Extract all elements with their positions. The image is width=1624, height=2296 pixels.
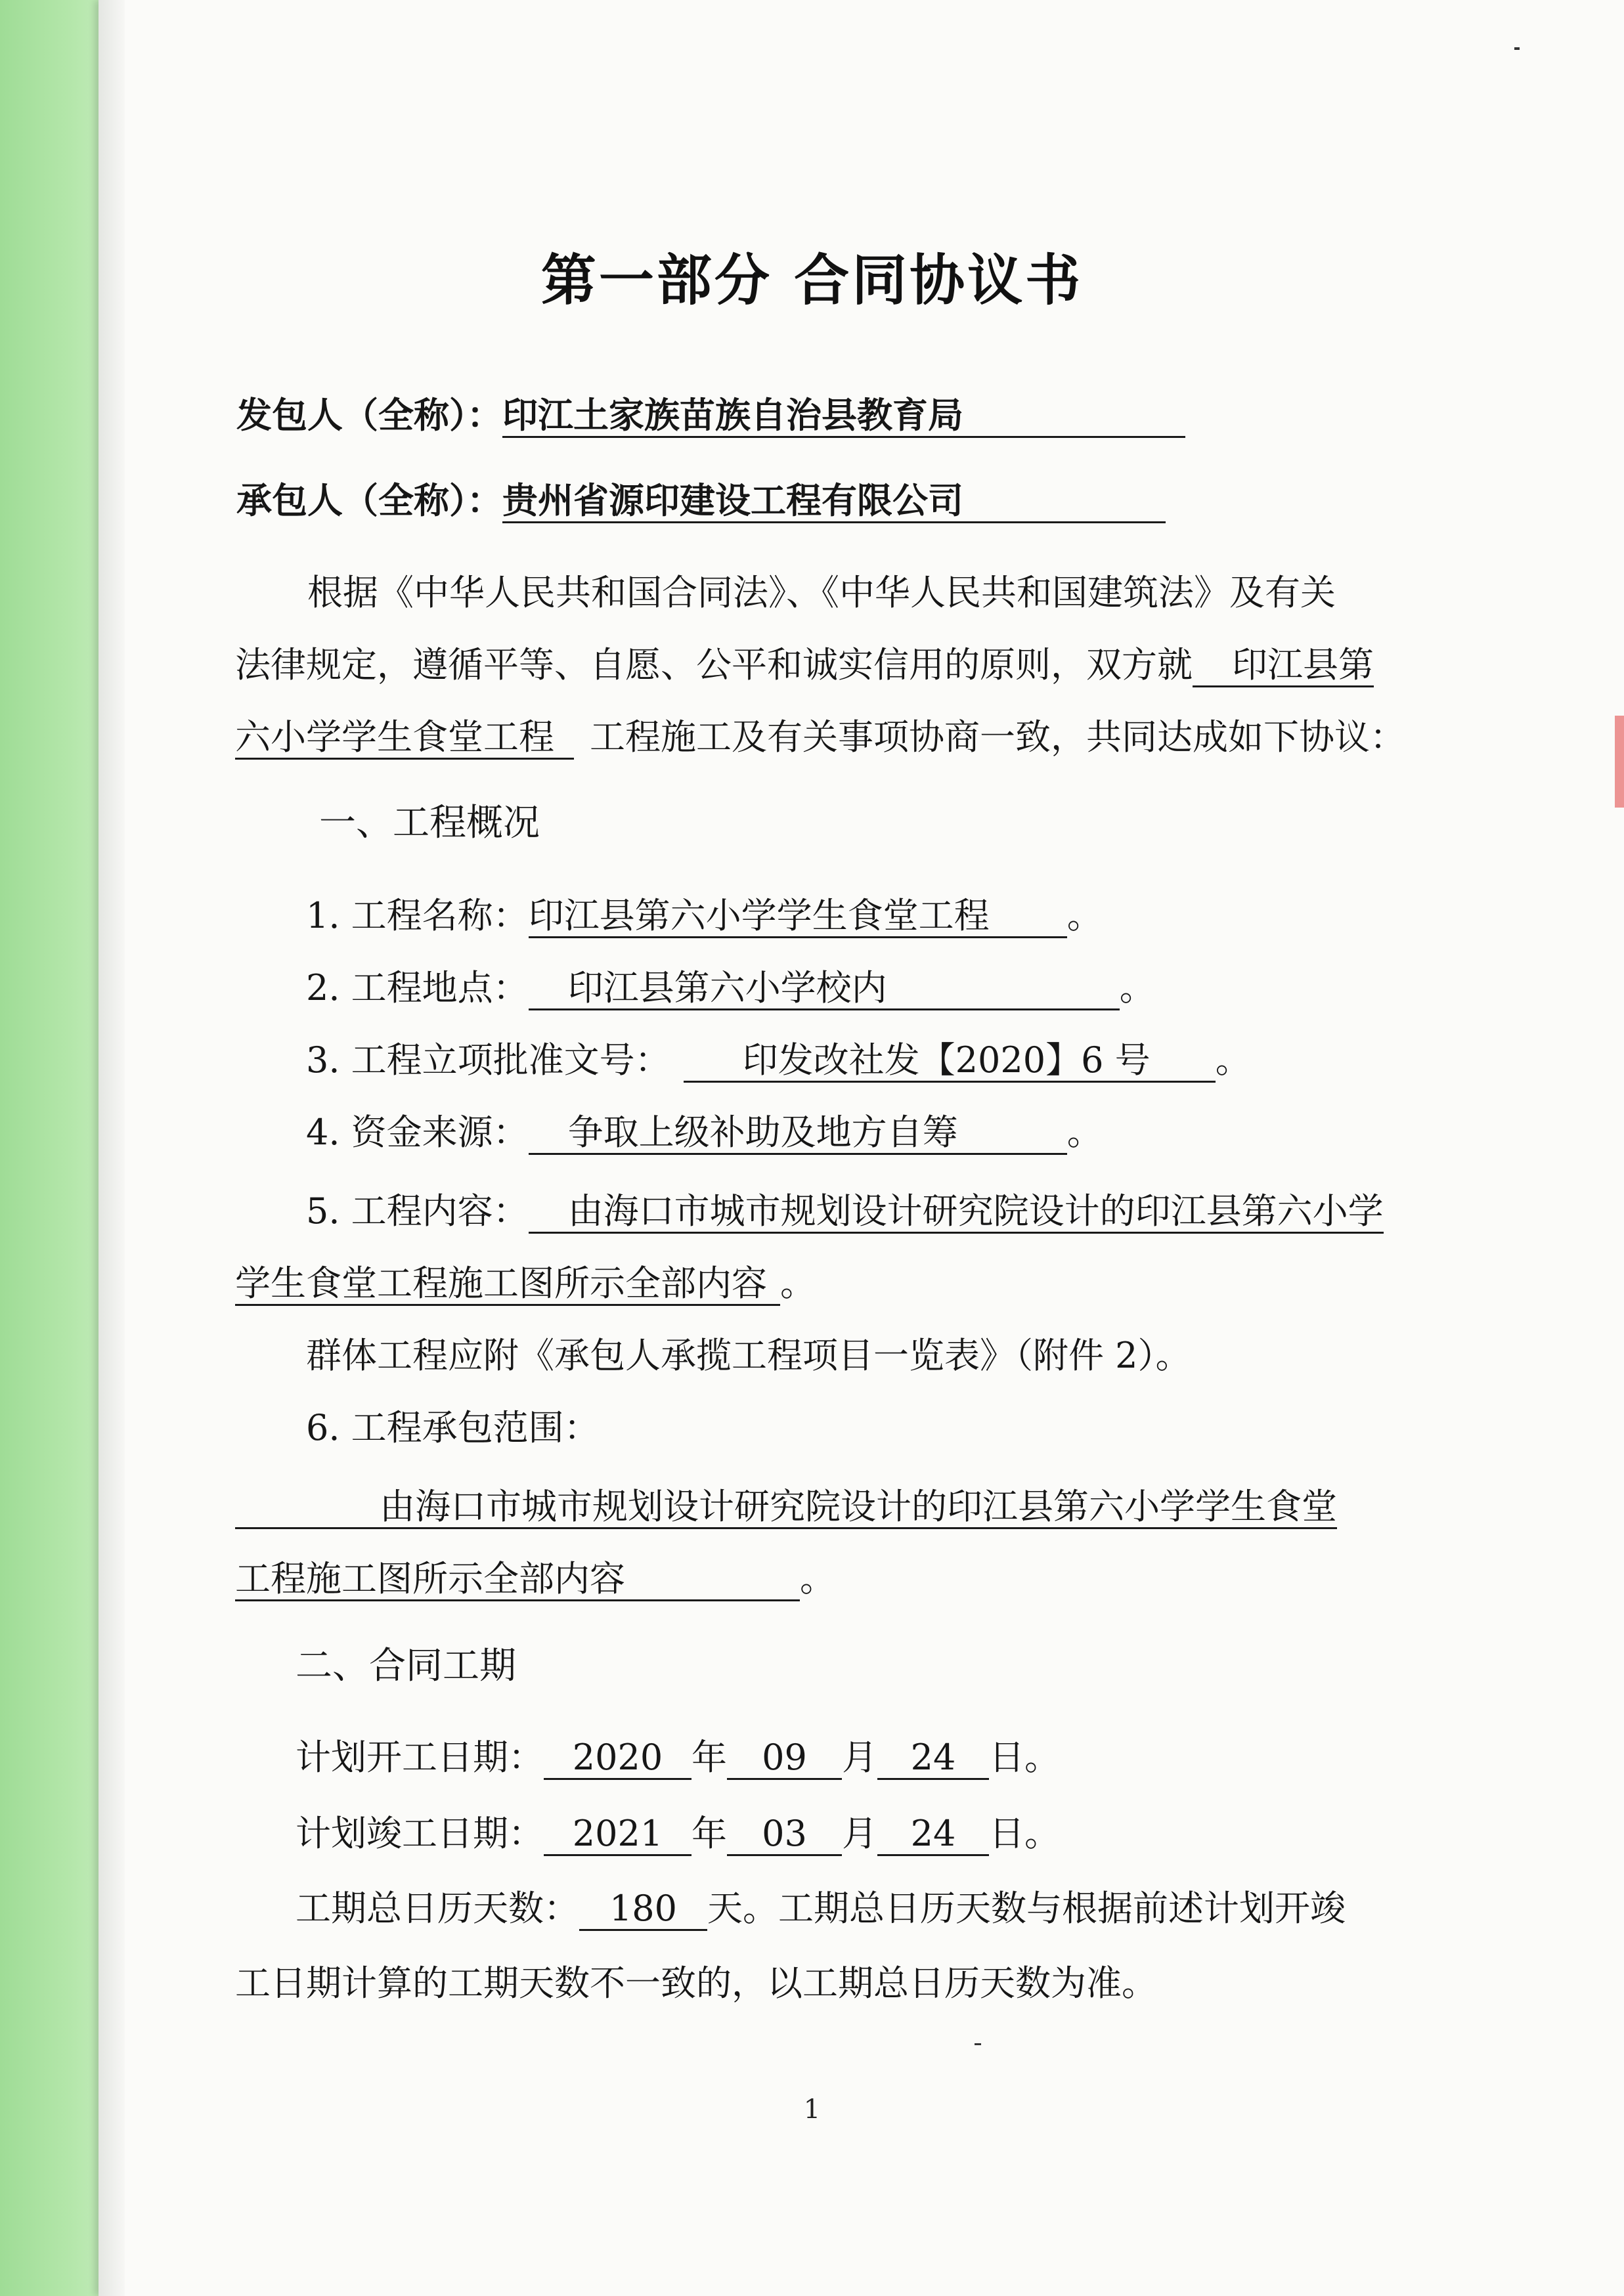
item-5-period: 。	[780, 1263, 816, 1304]
employer-line	[236, 395, 1185, 438]
item-4-line	[306, 1112, 1103, 1155]
start-month-unit: 月	[842, 1737, 877, 1778]
item-2-label: 2. 工程地点：	[306, 967, 529, 1008]
item-2-line	[306, 967, 1155, 1010]
planned-completion-label: 计划竣工日期：	[296, 1813, 544, 1854]
page-edge-shadow	[99, 0, 125, 2296]
end-month-unit: 月	[842, 1813, 877, 1854]
intro-line-2-prefix: 法律规定，遵循平等、自愿、公平和诚实信用的原则，双方就	[235, 644, 1193, 685]
contractor-value: 贵州省源印建设工程有限公司	[502, 483, 1166, 523]
contractor-line	[236, 480, 1166, 523]
item-5-label: 5. 工程内容：	[306, 1190, 529, 1232]
item-3-period: 。	[1215, 1039, 1251, 1081]
intro-project-name-part2: 六小学学生食堂工程	[235, 720, 574, 760]
start-day-unit: 日。	[989, 1737, 1060, 1778]
planned-start-line	[296, 1737, 1060, 1780]
employer-label: 发包人（全称）：	[236, 395, 502, 436]
planned-start-label: 计划开工日期：	[296, 1737, 544, 1778]
item-1-value: 印江县第六小学学生食堂工程	[529, 898, 1067, 938]
item-4-period: 。	[1066, 1112, 1103, 1153]
section-1-heading: 一、工程概况	[319, 802, 540, 844]
intro-line-3-suffix: 工程施工及有关事项协商一致，共同达成如下协议：	[590, 716, 1405, 758]
scan-speck	[1514, 47, 1520, 50]
item-5-value-line-1: 由海口市城市规划设计研究院设计的印江县第六小学	[529, 1194, 1384, 1234]
section-2-heading: 二、合同工期	[296, 1645, 516, 1687]
employer-value: 印江土家族苗族自治县教育局	[502, 398, 1185, 438]
item-3-line	[306, 1039, 1251, 1083]
end-year-unit: 年	[691, 1813, 727, 1854]
end-month: 03	[727, 1816, 842, 1856]
item-6-line-1	[235, 1486, 1337, 1529]
start-year: 2020	[544, 1740, 691, 1780]
end-day: 24	[877, 1816, 989, 1856]
end-day-unit: 日。	[989, 1813, 1060, 1854]
start-day: 24	[877, 1740, 989, 1780]
duration-line-1	[296, 1888, 1346, 1931]
item-4-label: 4. 资金来源：	[306, 1112, 529, 1153]
item-2-value: 印江县第六小学校内	[529, 970, 1120, 1010]
item-5-value-line-2: 学生食堂工程施工图所示全部内容	[235, 1266, 780, 1306]
intro-line-1: 根据《中华人民共和国合同法》、《中华人民共和国建筑法》及有关	[307, 572, 1336, 613]
document-title: 第一部分 合同协议书	[540, 248, 1084, 313]
red-seal-edge-mark	[1615, 716, 1624, 808]
duration-suffix: 天。工期总日历天数与根据前述计划开竣	[707, 1888, 1346, 1929]
start-month: 09	[727, 1740, 842, 1780]
end-year: 2021	[544, 1816, 691, 1856]
item-5-line-1	[306, 1190, 1384, 1234]
item-6-period: 。	[800, 1558, 835, 1599]
intro-line-3	[235, 716, 1405, 760]
item-6-label: 6. 工程承包范围：	[306, 1407, 600, 1448]
intro-project-name-part1: 印江县第	[1193, 647, 1374, 687]
item-2-period: 。	[1119, 967, 1155, 1008]
item-1-line	[306, 895, 1103, 938]
duration-value: 180	[579, 1891, 707, 1931]
duration-line-2: 工日期计算的工期天数不一致的，以工期总日历天数为准。	[235, 1962, 1157, 2004]
item-3-label: 3. 工程立项批准文号：	[306, 1039, 670, 1081]
item-6-line-2	[235, 1558, 835, 1601]
item-1-period: 。	[1066, 895, 1103, 936]
start-year-unit: 年	[691, 1737, 727, 1778]
item-6-value-line-2: 工程施工图所示全部内容	[235, 1561, 800, 1601]
item-5-line-2	[235, 1263, 816, 1306]
contractor-label: 承包人（全称）：	[236, 480, 502, 521]
item-1-label: 1. 工程名称：	[306, 895, 529, 936]
item-6-value-line-1: 由海口市城市规划设计研究院设计的印江县第六小学学生食堂	[235, 1489, 1337, 1529]
group-project-note: 群体工程应附《承包人承揽工程项目一览表》（附件 2）。	[306, 1335, 1191, 1376]
duration-label: 工期总日历天数：	[296, 1888, 579, 1929]
item-3-value: 印发改社发【2020】6 号	[684, 1043, 1216, 1083]
page-number: 1	[803, 2094, 821, 2125]
intro-line-2	[235, 644, 1374, 687]
item-4-value: 争取上级补助及地方自筹	[529, 1115, 1067, 1155]
planned-completion-line	[296, 1813, 1060, 1856]
scan-speck-bottom	[975, 2043, 981, 2045]
